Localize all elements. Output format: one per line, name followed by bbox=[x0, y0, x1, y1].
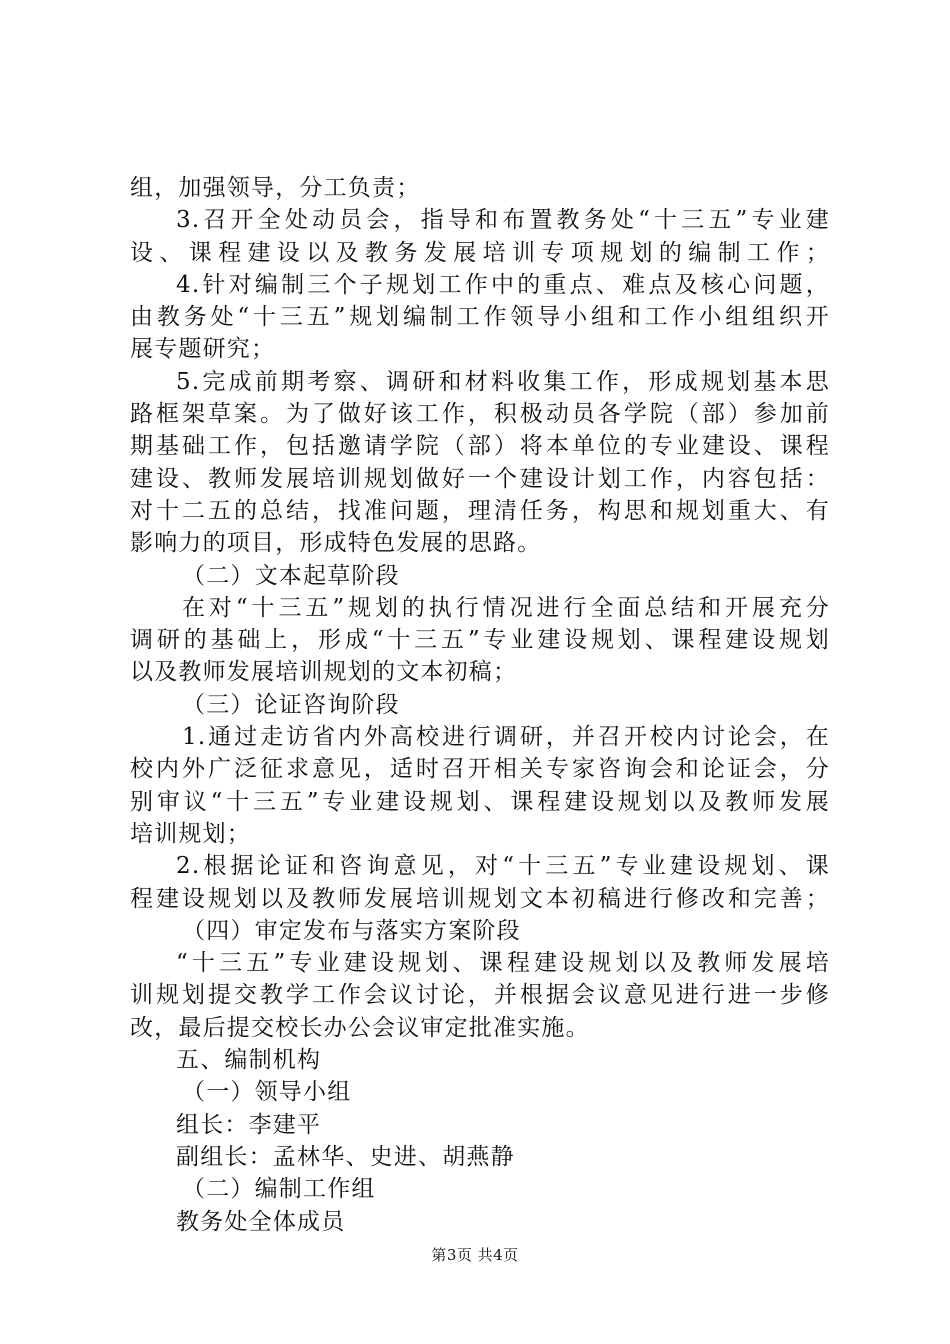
section-heading: （二）文本起草阶段 bbox=[182, 562, 400, 589]
body-line: 在对“十三五”规划的执行情况进行全面总结和开展充分 bbox=[182, 594, 830, 621]
document-body bbox=[130, 172, 830, 1238]
body-line: 期基础工作，包括邀请学院（部）将本单位的专业建设、课程 bbox=[130, 433, 830, 460]
body-line: 2.根据论证和咨询意见，对“十三五”专业建设规划、课 bbox=[176, 853, 830, 880]
body-line: 以及教师发展培训规划的文本初稿； bbox=[130, 659, 518, 686]
body-line: 5.完成前期考察、调研和材料收集工作，形成规划基本思 bbox=[176, 368, 830, 395]
body-line: 调研的基础上，形成“十三五”专业建设规划、课程建设规划 bbox=[130, 627, 830, 654]
body-line: 培训规划； bbox=[130, 820, 251, 847]
page-footer: 第3页 共4页 bbox=[431, 1246, 519, 1264]
body-line: 训规划提交教学工作会议讨论，并根据会议意见进行进一步修 bbox=[130, 982, 830, 1009]
body-line: 程建设规划以及教师发展培训规划文本初稿进行修改和完善； bbox=[130, 885, 830, 912]
body-line: 4.针对编制三个子规划工作中的重点、难点及核心问题， bbox=[176, 271, 830, 298]
body-line: 由教务处“十三五”规划编制工作领导小组和工作小组组织开 bbox=[130, 304, 830, 331]
section-heading: （二）编制工作组 bbox=[182, 1176, 376, 1203]
body-line: 副组长：孟林华、史进、胡燕静 bbox=[176, 1143, 515, 1170]
body-line: 展专题研究； bbox=[130, 336, 276, 363]
body-line: 建设、教师发展培训规划做好一个建设计划工作，内容包括： bbox=[130, 465, 830, 492]
body-line: 对十二五的总结，找准问题，理清任务，构思和规划重大、有 bbox=[130, 497, 830, 524]
body-line: 路框架草案。为了做好该工作，积极动员各学院（部）参加前 bbox=[130, 401, 830, 428]
body-line: 1.通过走访省内外高校进行调研，并召开校内讨论会，在 bbox=[182, 724, 830, 751]
body-line: 别审议“十三五”专业建设规划、课程建设规划以及教师发展 bbox=[130, 788, 830, 815]
body-line: “十三五”专业建设规划、课程建设规划以及教师发展培 bbox=[176, 950, 830, 977]
body-line: 校内外广泛征求意见，适时召开相关专家咨询会和论证会，分 bbox=[130, 756, 830, 783]
section-heading: （一）领导小组 bbox=[182, 1079, 352, 1106]
body-line: 组，加强领导，分工负责； bbox=[130, 175, 421, 201]
body-line: 影响力的项目，形成特色发展的思路。 bbox=[130, 530, 542, 557]
body-line: 设、课程建设以及教务发展培训专项规划的编制工作； bbox=[130, 239, 830, 266]
section-heading: （四）审定发布与落实方案阶段 bbox=[182, 917, 521, 944]
body-line: 改，最后提交校长办公会议审定批准实施。 bbox=[130, 1014, 590, 1041]
section-heading: 五、编制机构 bbox=[176, 1047, 322, 1074]
body-line: 3.召开全处动员会，指导和布置教务处“十三五”专业建 bbox=[176, 207, 830, 234]
body-line: 教务处全体成员 bbox=[176, 1208, 346, 1235]
section-heading: （三）论证咨询阶段 bbox=[182, 691, 400, 718]
body-line: 组长：李建平 bbox=[176, 1111, 322, 1138]
